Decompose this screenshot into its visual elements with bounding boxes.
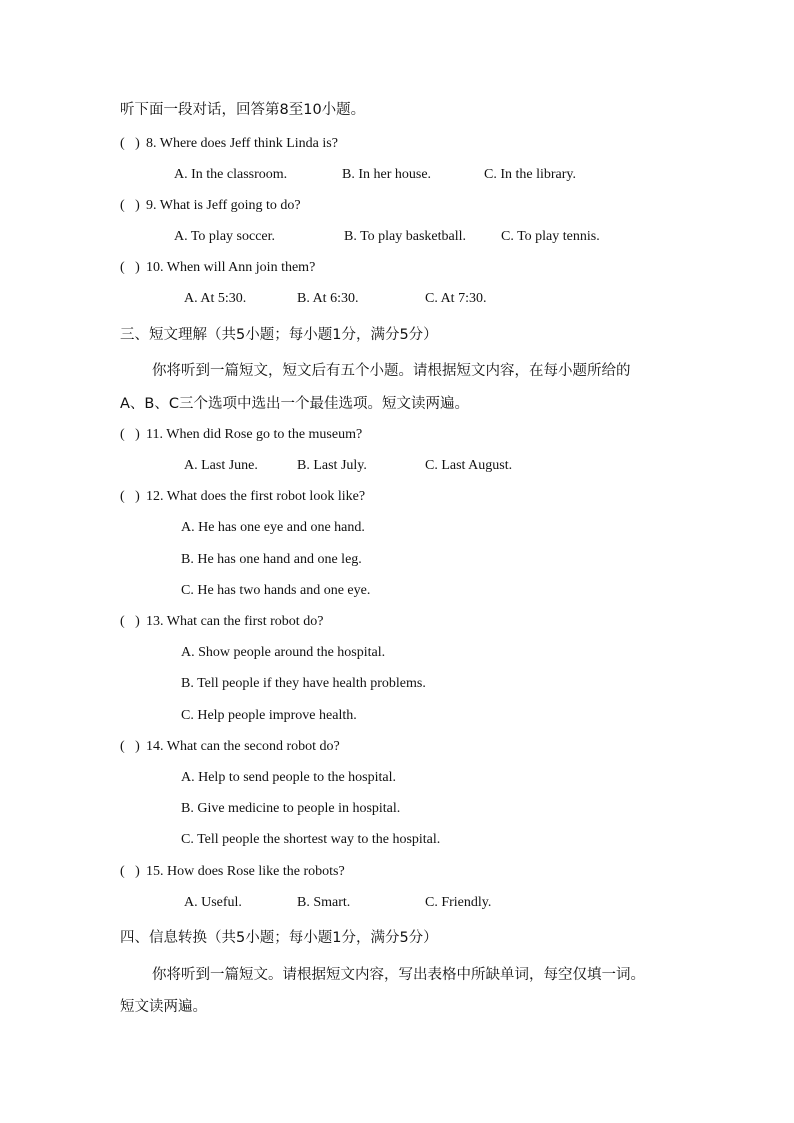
answer-blank[interactable]: ( ) bbox=[120, 739, 140, 754]
question-15 bbox=[120, 862, 345, 882]
question-text: 15. How does Rose like the robots? bbox=[146, 864, 345, 879]
option-c: C. Help people improve health. bbox=[181, 708, 357, 723]
question-9 bbox=[120, 196, 301, 216]
option-c: C. Friendly. bbox=[425, 895, 492, 910]
answer-blank[interactable]: ( ) bbox=[120, 427, 140, 442]
question-14 bbox=[120, 737, 340, 757]
option-c: C. He has two hands and one eye. bbox=[181, 583, 371, 598]
answer-blank[interactable]: ( ) bbox=[120, 136, 140, 151]
option-a: A. Help to send people to the hospital. bbox=[181, 770, 397, 785]
question-12 bbox=[120, 487, 365, 507]
option-b: B. At 6:30. bbox=[297, 291, 359, 306]
question-text: 14. What can the second robot do? bbox=[146, 739, 340, 754]
option-c: C. Last August. bbox=[425, 458, 513, 473]
section4-instructions-2: 短文读两遍。 bbox=[120, 999, 207, 1015]
section3-instructions-1: 你将听到一篇短文，短文后有五个小题。请根据短文内容，在每小题所给的 bbox=[152, 363, 631, 379]
option-b: B. Tell people if they have health problems. bbox=[181, 676, 426, 691]
question-11 bbox=[120, 425, 362, 445]
question-text: 9. What is Jeff going to do? bbox=[146, 198, 301, 213]
option-c: C. In the library. bbox=[484, 167, 577, 182]
option-c: C. At 7:30. bbox=[425, 291, 487, 306]
option-b: B. Smart. bbox=[297, 895, 351, 910]
section4-title: 四、信息转换（共5小题；每小题1分，满分5分） bbox=[120, 930, 438, 946]
option-a: A. To play soccer. bbox=[174, 229, 276, 244]
answer-blank[interactable]: ( ) bbox=[120, 489, 140, 504]
question-text: 11. When did Rose go to the museum? bbox=[146, 427, 363, 442]
intro-8-10: 听下面一段对话，回答第8至10小题。 bbox=[120, 102, 366, 118]
option-a: A. Useful. bbox=[184, 895, 242, 910]
question-13 bbox=[120, 612, 323, 632]
question-text: 10. When will Ann join them? bbox=[146, 260, 316, 275]
question-10 bbox=[120, 258, 315, 278]
answer-blank[interactable]: ( ) bbox=[120, 198, 140, 213]
answer-blank[interactable]: ( ) bbox=[120, 260, 140, 275]
option-a: A. At 5:30. bbox=[184, 291, 247, 306]
answer-blank[interactable]: ( ) bbox=[120, 614, 140, 629]
option-a: A. In the classroom. bbox=[174, 167, 288, 182]
question-8 bbox=[120, 134, 338, 154]
section4-instructions-1: 你将听到一篇短文。请根据短文内容，写出表格中所缺单词，每空仅填一词。 bbox=[152, 967, 645, 983]
option-b: B. He has one hand and one leg. bbox=[181, 552, 362, 567]
option-b: B. To play basketball. bbox=[344, 229, 467, 244]
option-b: B. Give medicine to people in hospital. bbox=[181, 801, 401, 816]
option-b: B. Last July. bbox=[297, 458, 367, 473]
option-b: B. In her house. bbox=[342, 167, 432, 182]
option-a: A. Show people around the hospital. bbox=[181, 645, 386, 660]
section3-title: 三、短文理解（共5小题；每小题1分，满分5分） bbox=[120, 327, 438, 343]
section3-instructions-2: A、B、C三个选项中选出一个最佳选项。短文读两遍。 bbox=[120, 396, 469, 412]
question-text: 8. Where does Jeff think Linda is? bbox=[146, 136, 338, 151]
answer-blank[interactable]: ( ) bbox=[120, 864, 140, 879]
option-c: C. To play tennis. bbox=[501, 229, 600, 244]
question-text: 12. What does the first robot look like? bbox=[146, 489, 366, 504]
option-a: A. He has one eye and one hand. bbox=[181, 520, 365, 535]
option-c: C. Tell people the shortest way to the hospital. bbox=[181, 832, 441, 847]
question-text: 13. What can the first robot do? bbox=[146, 614, 324, 629]
option-a: A. Last June. bbox=[184, 458, 258, 473]
